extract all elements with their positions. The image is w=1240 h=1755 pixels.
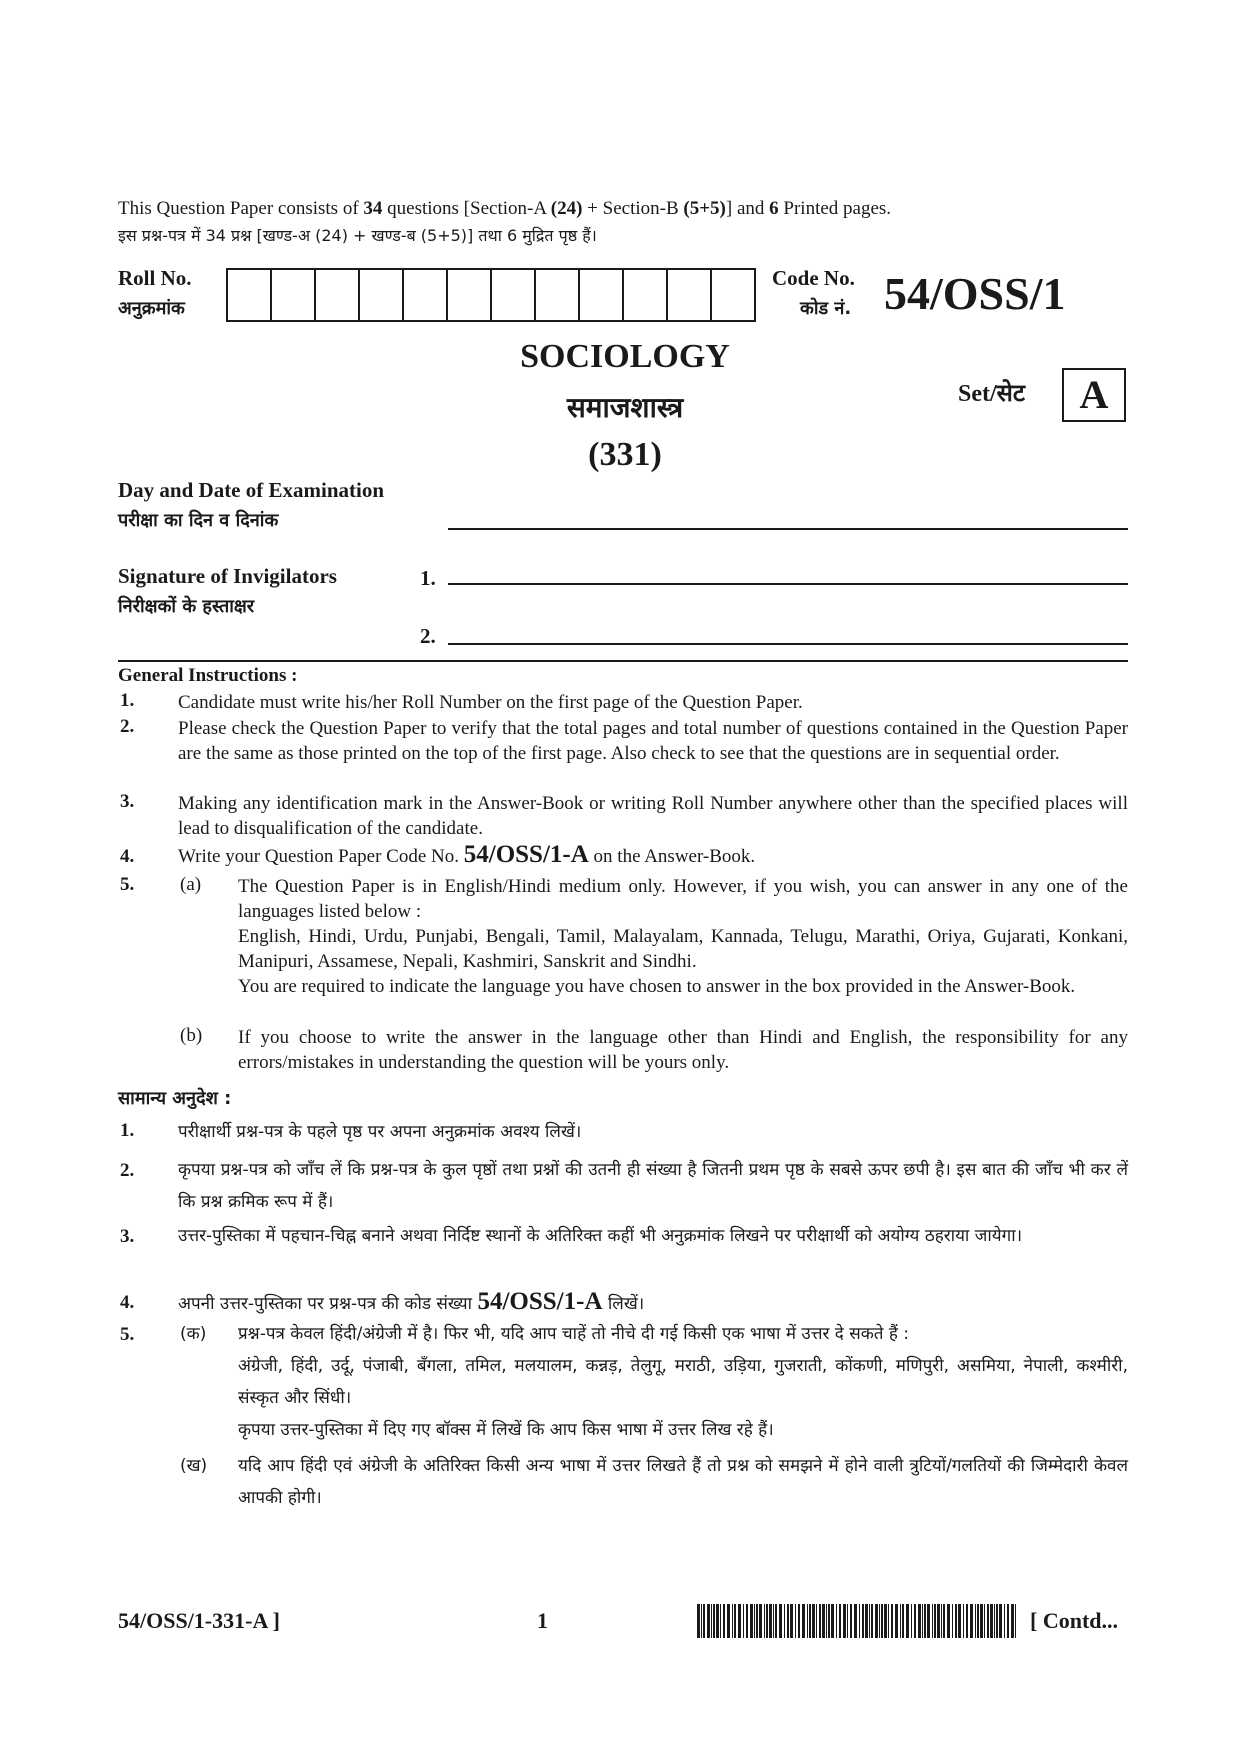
- consists-text: + Section-B: [582, 198, 684, 219]
- instr-text: अपनी उत्तर-पुस्तिका पर प्रश्न-पत्र की कोड संख्या: [178, 1294, 478, 1314]
- paper-consists-en: [118, 196, 891, 221]
- invigilator-sig-label-en: Signature of Invigilators: [118, 564, 337, 588]
- subject-title-en: SOCIOLOGY: [520, 338, 730, 375]
- general-instructions-heading: General Instructions :: [118, 665, 298, 686]
- sub-label-a: (a): [180, 874, 202, 895]
- subject-title-hi: समाजशास्त्र: [566, 391, 684, 424]
- code-label-hi: कोड नं.: [800, 298, 852, 319]
- section-b-count: (5+5): [683, 198, 726, 219]
- instruction-hi-3: उत्तर-पुस्तिका में पहचान-चिह्न बनाने अथवा निर्दिष्ट स्थानों के अतिरिक्त कहीं भी अनुक्रमांक लिखने पर परीक्षार्थी को अयोग्य ठहराया जायेगा।: [178, 1226, 1023, 1246]
- header-divider: [118, 660, 1128, 662]
- instr-number: 3.: [120, 1226, 135, 1247]
- roll-digit-cell[interactable]: [316, 270, 360, 320]
- invigilator-sig-label-hi: निरीक्षकों के हस्ताक्षर: [118, 596, 255, 617]
- instr-number: 4.: [120, 1292, 135, 1313]
- subject-code: (331): [588, 436, 662, 473]
- sub-label-ka: (क): [180, 1324, 207, 1344]
- roll-digit-cell[interactable]: [492, 270, 536, 320]
- roll-digit-cell[interactable]: [272, 270, 316, 320]
- roll-digit-cell[interactable]: [712, 270, 754, 320]
- page-number: 1: [537, 1608, 548, 1633]
- consists-text: Printed pages.: [778, 198, 892, 219]
- roll-digit-cell[interactable]: [580, 270, 624, 320]
- instruction-hi-4: [178, 1286, 1128, 1320]
- sub-label-b: (b): [180, 1025, 203, 1046]
- instruction-en-5a-languages: English, Hindi, Urdu, Punjabi, Bengali, Tamil, Malayalam, Kannada, Telugu, Marathi, Oriya, Gujarati, Konkani, Manipuri, Assamese, Nepali, Kashmiri, Sanskrit and Sindhi.: [238, 926, 1128, 972]
- sub-label-kha: (ख): [180, 1456, 208, 1476]
- instruction-en-1: Candidate must write his/her Roll Number on the first page of the Question Paper.: [178, 692, 803, 713]
- roll-digit-cell[interactable]: [448, 270, 492, 320]
- instruction-hi-5a-languages: अंग्रेजी, हिंदी, उर्दू, पंजाबी, बँगला, तमिल, मलयालम, कन्नड़, तेलुगू, मराठी, उड़िया, गुजराती, कोंकणी, मणिपुरी, असमिया, नेपाली, कश्मीरी, संस्कृत और सिंधी।: [238, 1356, 1128, 1408]
- roll-digit-cell[interactable]: [360, 270, 404, 320]
- instruction-hi-5a-1: प्रश्न-पत्र केवल हिंदी/अंग्रेजी में है। फिर भी, यदि आप चाहें तो नीचे दी गई किसी एक भाषा में उत्तर दे सकते हैं :: [238, 1324, 910, 1344]
- instruction-hi-2: कृपया प्रश्न-पत्र को जाँच लें कि प्रश्न-पत्र के कुल पृष्ठों तथा प्रश्नों की उतनी ही संख्या है जितनी प्रथम पृष्ठ के सबसे ऊपर छपी है। इस बात की जाँच भी कर लें कि प्रश्न क्रमिक रूप में हैं।: [178, 1160, 1128, 1212]
- instruction-en-4: [178, 842, 1128, 869]
- instr-text: Write your Question Paper Code No.: [178, 846, 464, 867]
- code-number: 54/OSS/1: [884, 268, 1066, 319]
- instruction-en-3: Making any identification mark in the Answer-Book or writing Roll Number anywhere other than the specified places will lead to disqualification of the candidate.: [178, 793, 1128, 839]
- instr-number: 4.: [120, 846, 135, 867]
- code-label-en: Code No.: [772, 266, 855, 290]
- set-box: A: [1062, 368, 1126, 422]
- exam-date-label-hi: परीक्षा का दिन व दिनांक: [118, 510, 279, 531]
- exam-date-line[interactable]: [448, 528, 1128, 530]
- question-count: 34: [363, 198, 383, 219]
- set-label: Set/सेट: [958, 381, 1025, 407]
- consists-text: questions [Section-A: [382, 198, 551, 219]
- sig-number-2: 2.: [420, 624, 436, 648]
- instruction-hi-5b: यदि आप हिंदी एवं अंग्रेजी के अतिरिक्त किसी अन्य भाषा में उत्तर लिखते हैं तो प्रश्न को समझने में होने वाली त्रुटियों/गलतियों की जिम्मेदारी केवल आपकी होगी।: [238, 1456, 1128, 1508]
- roll-digit-cell[interactable]: [668, 270, 712, 320]
- instr-text: on the Answer-Book.: [588, 846, 756, 867]
- roll-number-boxes[interactable]: [226, 268, 756, 322]
- instruction-hi-1: परीक्षार्थी प्रश्न-पत्र के पहले पृष्ठ पर अपना अनुक्रमांक अवश्य लिखें।: [178, 1122, 582, 1142]
- instr-number: 3.: [120, 791, 135, 812]
- instr-number: 1.: [120, 690, 135, 711]
- roll-label-hi: अनुक्रमांक: [118, 298, 185, 319]
- hindi-instructions-heading: सामान्य अनुदेश :: [118, 1088, 232, 1109]
- roll-digit-cell[interactable]: [536, 270, 580, 320]
- instr-number: 2.: [120, 716, 135, 737]
- paper-code-inline: 54/OSS/1-A: [463, 841, 589, 868]
- instr-number: 5.: [120, 874, 135, 895]
- contd-label: [ Contd...: [1030, 1608, 1119, 1633]
- roll-digit-cell[interactable]: [624, 270, 668, 320]
- paper-code-inline: 54/OSS/1-A: [477, 1288, 603, 1315]
- instruction-en-5b: If you choose to write the answer in the language other than Hindi and English, the responsibility for any errors/mistakes in understanding the question will be yours only.: [238, 1027, 1128, 1073]
- instr-number: 5.: [120, 1324, 135, 1345]
- sig-line-1[interactable]: [448, 583, 1128, 585]
- instr-number: 2.: [120, 1160, 135, 1181]
- barcode-icon: [697, 1604, 1019, 1638]
- paper-consists-hi: इस प्रश्न-पत्र में 34 प्रश्न [खण्ड-अ (24) + खण्ड-ब (5+5)] तथा 6 मुद्रित पृष्ठ हैं।: [118, 226, 597, 245]
- instr-text: लिखें।: [602, 1294, 645, 1314]
- roll-digit-cell[interactable]: [228, 270, 272, 320]
- roll-digit-cell[interactable]: [404, 270, 448, 320]
- exam-date-label-en: Day and Date of Examination: [118, 478, 385, 502]
- sig-number-1: 1.: [420, 566, 436, 590]
- instruction-en-5a-1: The Question Paper is in English/Hindi medium only. However, if you wish, you can answer in any one of the languages listed below :: [238, 876, 1128, 922]
- instruction-en-5a-3: You are required to indicate the language you have chosen to answer in the box provided in the Answer-Book.: [238, 976, 1076, 997]
- consists-text: This Question Paper consists of: [118, 198, 364, 219]
- roll-label-en: Roll No.: [118, 266, 192, 290]
- instruction-en-2: Please check the Question Paper to verify that the total pages and total number of questions contained in the Question Paper are the same as those printed on the top of the first page. Also check to see that the questions are in sequential order.: [178, 718, 1128, 764]
- sig-line-2[interactable]: [448, 643, 1128, 645]
- consists-text: ] and: [725, 198, 770, 219]
- instr-number: 1.: [120, 1120, 135, 1141]
- footer-paper-code: 54/OSS/1-331-A ]: [118, 1608, 280, 1633]
- instruction-hi-5a-3: कृपया उत्तर-पुस्तिका में दिए गए बॉक्स में लिखें कि आप किस भाषा में उत्तर लिख रहे हैं।: [238, 1420, 774, 1440]
- section-a-count: (24): [550, 198, 583, 219]
- page-count: 6: [769, 198, 779, 219]
